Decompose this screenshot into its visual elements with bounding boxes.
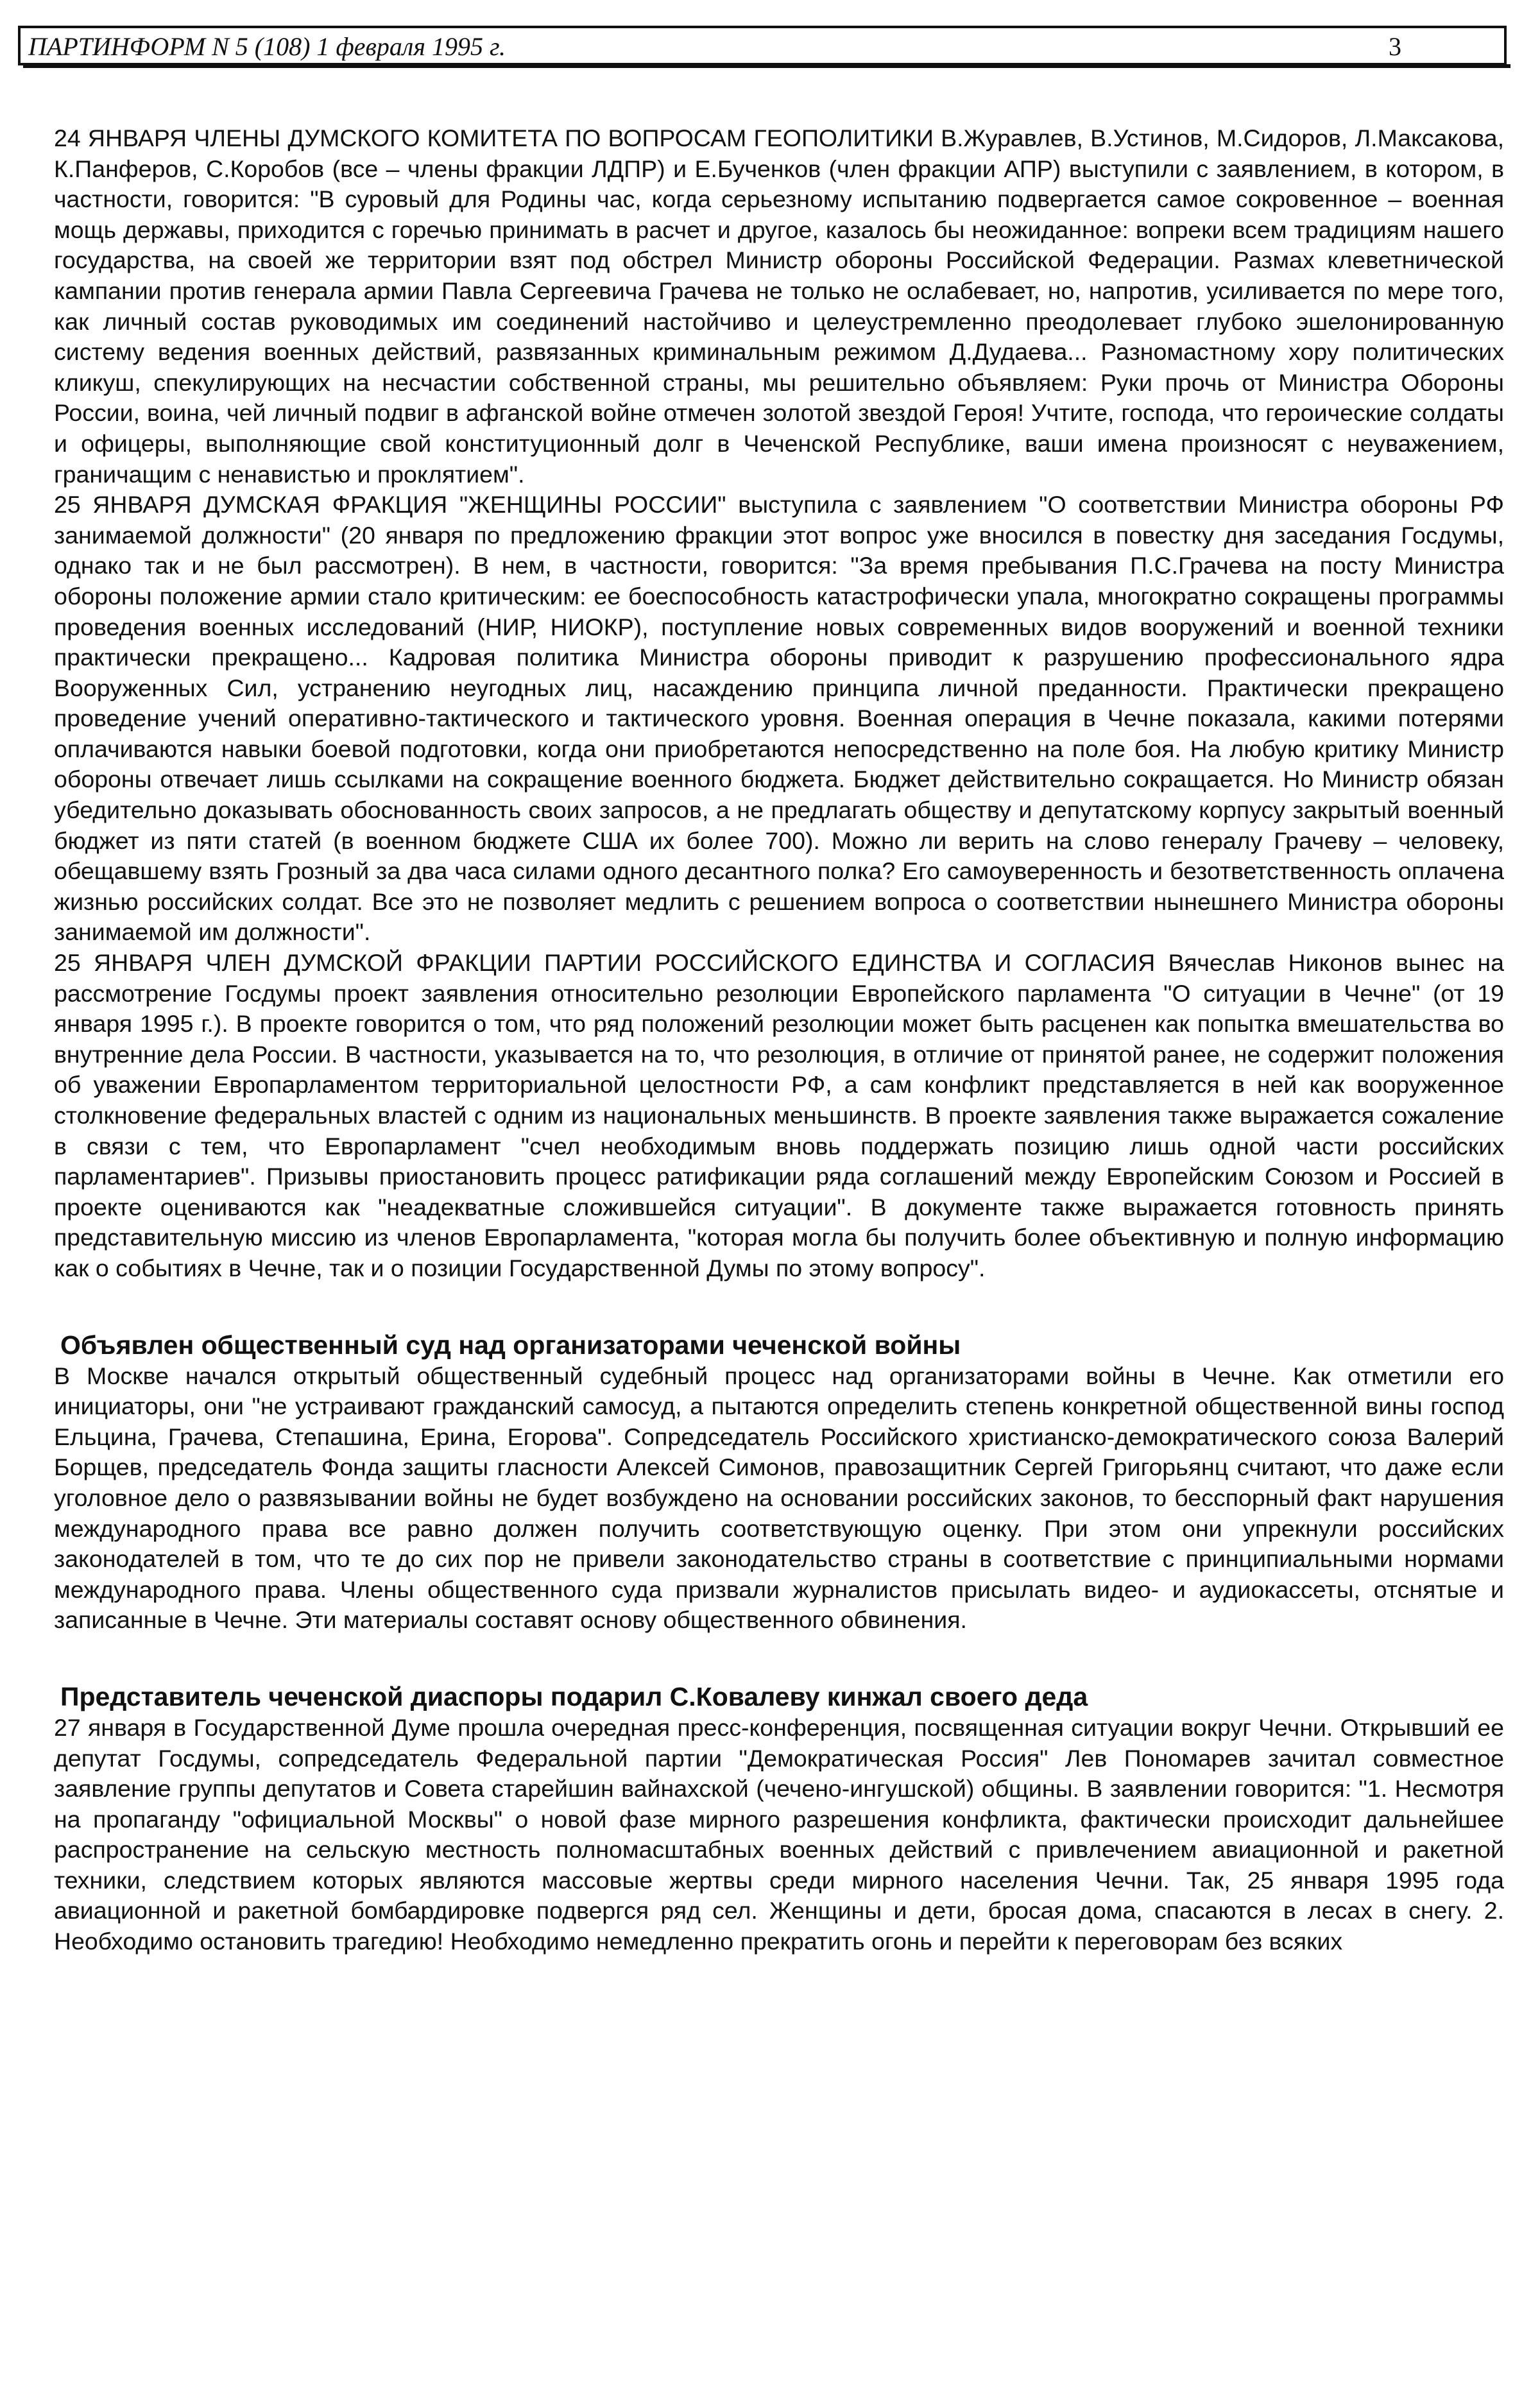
- paragraph-nikonov-statement: 25 ЯНВАРЯ ЧЛЕН ДУМСКОЙ ФРАКЦИИ ПАРТИИ РОССИЙСКОГО ЕДИНСТВА И СОГЛАСИЯ Вячеслав Никонов вынес на рассмотрение Госдумы проект заявления относительно резолюции Европейского парламента "О ситуации в Чечне" (от 19 января 1995 г.). В проекте говорится о том, что ряд положений резолюции может быть расценен как попытка вмешательства во внутренние дела России. В частности, указывается на то, что резолюция, в отличие от принятой ранее, не содержит положения об уважении Европарламентом территориальной целостности РФ, а сам конфликт представляется в ней как вооруженное столкновение федеральных властей с одним из национальных меньшинств. В проекте заявления также выражается сожаление в связи с тем, что Европарламент "счел необходимым вновь поддержать позицию лишь одной части российских парламентариев". Призывы приостановить процесс ратификации ряда соглашений между Европейским Союзом и Россией в проекте оцениваются как "неадекватные сложившейся ситуации". В документе также выражается готовность принять представительную миссию из членов Европарламента, "которая могла бы получить более объективную и полную информацию как о событиях в Чечне, так и о позиции Государственной Думы по этому вопросу".: [54, 949, 1504, 1281]
- paragraph-women-of-russia: 25 ЯНВАРЯ ДУМСКАЯ ФРАКЦИЯ "ЖЕНЩИНЫ РОССИИ" выступила с заявлением "О соответствии Министра обороны РФ занимаемой должности" (20 января по предложению фракции этот вопрос уже вносился в повестку дня заседания Госдумы, однако так и не был рассмотрен). В нем, в частности, говорится: "За время пребывания П.С.Грачева на посту Министра обороны положение армии стало критическим: ее боеспособность катастрофически упала, многократно сокращены программы проведения военных исследований (НИР, НИОКР), поступление новых современных видов вооружений и военной техники практически прекращено... Кадровая политика Министра обороны приводит к разрушению профессионального ядра Вооруженных Сил, устранению неугодных лиц, насаждению принципа личной преданности. Практически прекращено проведение учений оперативно-тактического и тактического уровня. Военная операция в Чечне показала, какими потерями оплачиваются навыки боевой подготовки, когда они приобретаются непосредственно на поле боя. На любую критику Министр обороны отвечает лишь ссылками на сокращение военного бюджета. Бюджет действительно сокращается. Но Министр обязан убедительно доказывать обоснованность своих запросов, а не предлагать обществу и депутатскому корпусу закрытый военный бюджет из пяти статей (в военном бюджете США их более 700). Можно ли верить на слово генералу Грачеву – человеку, обещавшему взять Грозный за два часа силами одного десантного полка? Его самоуверенность и безответственность оплачена жизнью российских солдат. Все это не позволяет медлить с решением вопроса о соответствии нынешнего Министра обороны занимаемой им должности".: [54, 491, 1504, 946]
- page-number: 3: [1389, 32, 1401, 61]
- article-body: [54, 123, 1504, 1957]
- section-paragraph: В Москве начался открытый общественный судебный процесс над организаторами войны в Чечне. Как отметили его инициаторы, они "не устраивают гражданский самосуд, а пытаются определить степень конкретной общественной вины господ Ельцина, Грачева, Степашина, Ерина, Егорова". Сопредседатель Российского христианско-демократического союза Валерий Борщев, председатель Фонда защиты гласности Алексей Симонов, правозащитник Сергей Григорьянц считают, что даже если уголовное дело о развязывании войны не будет возбуждено на основании российских законов, то бесспорный факт нарушения международного права все равно должен получить соответствующую оценку. При этом они упрекнули российских законодателей в том, что те до сих пор не привели законодательство страны в соответствие с принципиальными нормами международного права. Члены общественного суда призвали журналистов присылать видео- и аудиокассеты, отснятые и записанные в Чечне. Эти материалы составят основу общественного обвинения.: [54, 1362, 1504, 1634]
- header-shadow-rule: [23, 64, 1510, 68]
- section-kovalev-dagger: [54, 1681, 1504, 1957]
- section-heading: Объявлен общественный суд над организаторами чеченской войны: [60, 1330, 961, 1360]
- paragraph-geopolitics-committee: 24 ЯНВАРЯ ЧЛЕНЫ ДУМСКОГО КОМИТЕТА ПО ВОПРОСАМ ГЕОПОЛИТИКИ В.Журавлев, В.Устинов, М.Сидоров, Л.Максакова, К.Панферов, С.Коробов (все – члены фракции ЛДПР) и Е.Бученков (член фракции АПР) выступили с заявлением, в котором, в частности, говорится: "В суровый для Родины час, когда серьезному испытанию подвергается самое сокровенное – военная мощь державы, приходится с горечью принимать в расчет и другое, казалось бы неожиданное: вопреки всем традициям нашего государства, на своей же территории взят под обстрел Министр обороны Российской Федерации. Размах клеветнической кампании против генерала армии Павла Сергеевича Грачева не только не ослабевает, но, напротив, усиливается по мере того, как личный состав руководимых им соединений настойчиво и целеустремленно преодолевает глубоко эшелонированную систему ведения военных действий, развязанных криминальным режимом Д.Дудаева... Разномастному хору политических кликуш, спекулирующих на несчастии собственной страны, мы решительно объявляем: Руки прочь от Министра Обороны России, воина, чей личный подвиг в афганской войне отмечен золотой звездой Героя! Учтите, господа, что героические солдаты и офицеры, выполняющие свой конституционный долг в Чеченской Республике, ваши имена произносят с неуважением, граничащим с ненавистью и проклятием".: [54, 124, 1504, 488]
- section-heading: Представитель чеченской диаспоры подарил С.Ковалеву кинжал своего деда: [60, 1681, 1088, 1711]
- section-paragraph: 27 января в Государственной Думе прошла очередная пресс-конференция, посвященная ситуации вокруг Чечни. Открывший ее депутат Госдумы, сопредседатель Федеральной партии "Демократическая Россия" Лев Пономарев зачитал совместное заявление группы депутатов и Совета старейшин вайнахской (чечено-ингушской) общины. В заявлении говорится: "1. Несмотря на пропаганду "официальной Москвы" о новой фазе мирного разрешения конфликта, фактически происходит дальнейшее распространение на сельскую местность полномасштабных военных действий с привлечением авиационной и ракетной техники, следствием которых являются массовые жертвы среди мирного населения Чечни. Так, 25 января 1995 года авиационной и ракетной бомбардировке подвергся ряд сел. Женщины и дети, бросая дома, спасаются в лесах в снегу. 2. Необходимо остановить трагедию! Необходимо немедленно прекратить огонь и перейти к переговорам без всяких: [54, 1713, 1504, 1955]
- page-header: [18, 26, 1507, 65]
- publication-title: ПАРТИНФОРМ N 5 (108) 1 февраля 1995 г.: [28, 32, 506, 61]
- section-public-tribunal: [54, 1329, 1504, 1636]
